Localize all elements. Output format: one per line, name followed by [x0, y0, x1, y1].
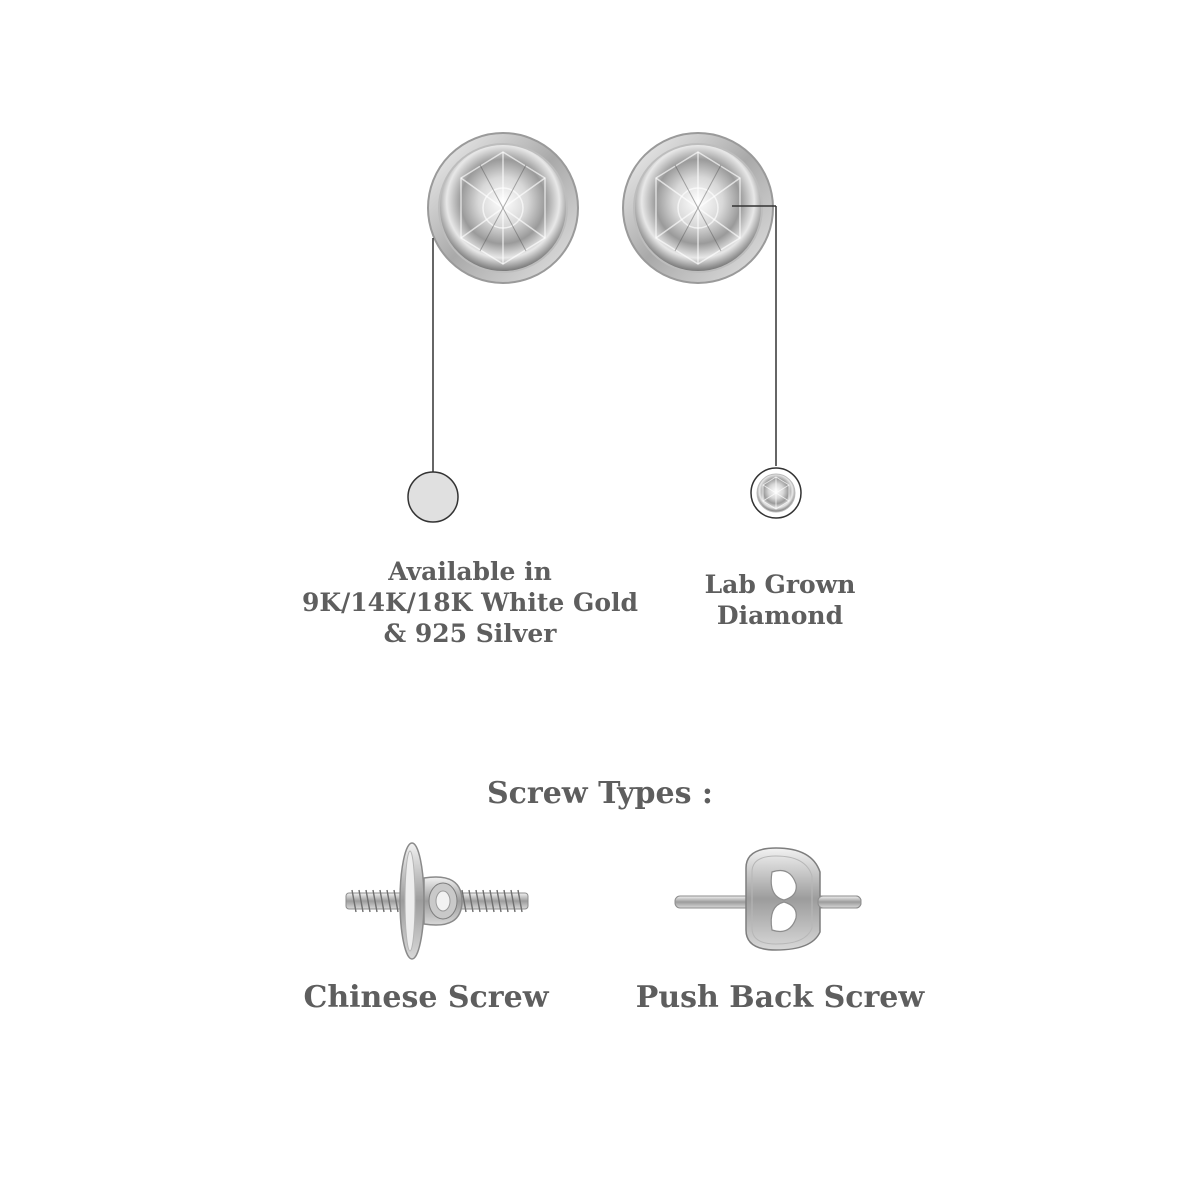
metal-label-line-1: Available in [388, 557, 552, 586]
right-stud-icon [623, 133, 773, 283]
diamond-label-line-2: Diamond [716, 601, 844, 630]
diamond-label-line-1: Lab Grown [704, 570, 856, 599]
metal-swatch-icon [408, 472, 458, 522]
left-stud-icon [428, 133, 578, 283]
diamond-label [580, 569, 980, 631]
push-back-screw-label: Push Back Screw [635, 980, 925, 1015]
chinese-screw-icon [346, 843, 528, 959]
chinese-screw-label: Chinese Screw [303, 980, 549, 1015]
metal-label-line-3: & 925 Silver [383, 619, 557, 648]
metal-label-line-2: 9K/14K/18K White Gold [301, 588, 639, 617]
diamond-swatch-icon [751, 468, 801, 518]
push-back-screw-icon [675, 848, 861, 950]
screw-types-heading: Screw Types : [486, 776, 714, 811]
